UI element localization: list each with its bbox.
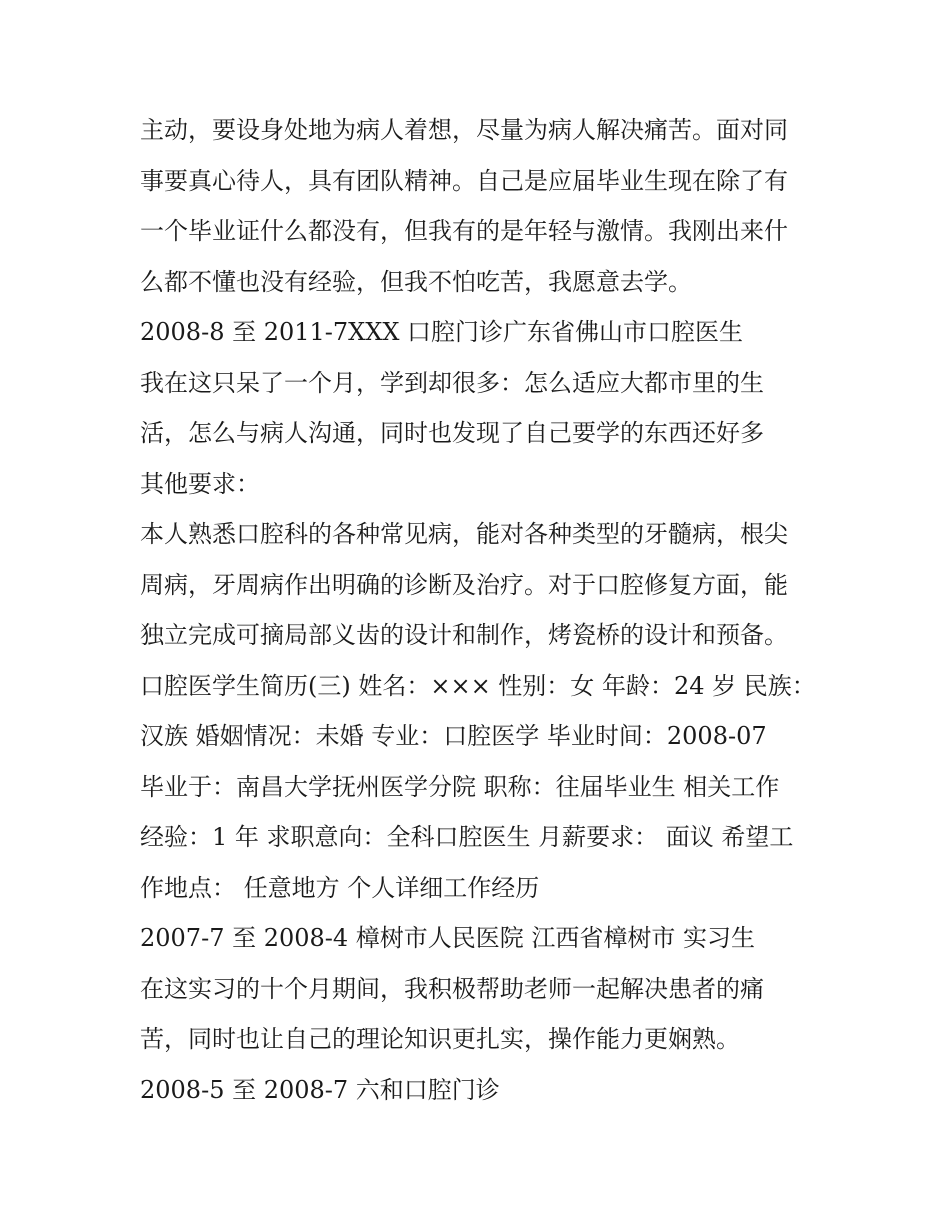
- text-line: 其他要求：: [140, 469, 260, 498]
- document-body: [140, 105, 820, 1115]
- text-line: 独立完成可摘局部义齿的设计和制作，烤瓷桥的设计和预备。: [140, 621, 788, 649]
- text-line: 毕业于：南昌大学抚州医学分院 职称：往届毕业生 相关工作: [140, 772, 780, 801]
- text-line: 口腔医学生简历(三) 姓名：××× 性别：女 年龄：24 岁 民族：: [140, 671, 816, 700]
- text-line: 周病，牙周病作出明确的诊断及治疗。对于口腔修复方面，能: [140, 570, 788, 599]
- text-line: 2008-8 至 2011-7XXX 口腔门诊广东省佛山市口腔医生: [140, 318, 744, 346]
- text-line: 2007-7 至 2008-4 樟树市人民医院 江西省樟树市 实习生: [140, 924, 756, 952]
- text-line: 一个毕业证什么都没有，但我有的是年轻与激情。我刚出来什: [140, 217, 788, 245]
- text-line: 我在这只呆了一个月，学到却很多：怎么适应大都市里的生: [140, 368, 764, 397]
- text-line: 苦，同时也让自己的理论知识更扎实，操作能力更娴熟。: [140, 1025, 740, 1053]
- text-line: 2008-5 至 2008-7 六和口腔门诊: [140, 1075, 500, 1104]
- text-line: 本人熟悉口腔科的各种常见病，能对各种类型的牙髓病，根尖: [140, 520, 788, 548]
- text-line: 在这实习的十个月期间，我积极帮助老师一起解决患者的痛: [140, 974, 764, 1003]
- text-line: 经验：1 年 求职意向：全科口腔医生 月薪要求： 面议 希望工: [140, 823, 794, 851]
- text-line: 活，怎么与病人沟通，同时也发现了自己要学的东西还好多: [140, 419, 764, 447]
- text-line: 汉族 婚姻情况：未婚 专业：口腔医学 毕业时间：2008-07: [140, 722, 767, 750]
- text-line: 么都不懂也没有经验，但我不怕吃苦，我愿意去学。: [140, 267, 692, 296]
- text-line: 事要真心待人，具有团队精神。自己是应届毕业生现在除了有: [140, 166, 788, 195]
- text-line: 主动，要设身处地为病人着想，尽量为病人解决痛苦。面对同: [140, 116, 788, 144]
- text-line: 作地点： 任意地方 个人详细工作经历: [140, 873, 540, 902]
